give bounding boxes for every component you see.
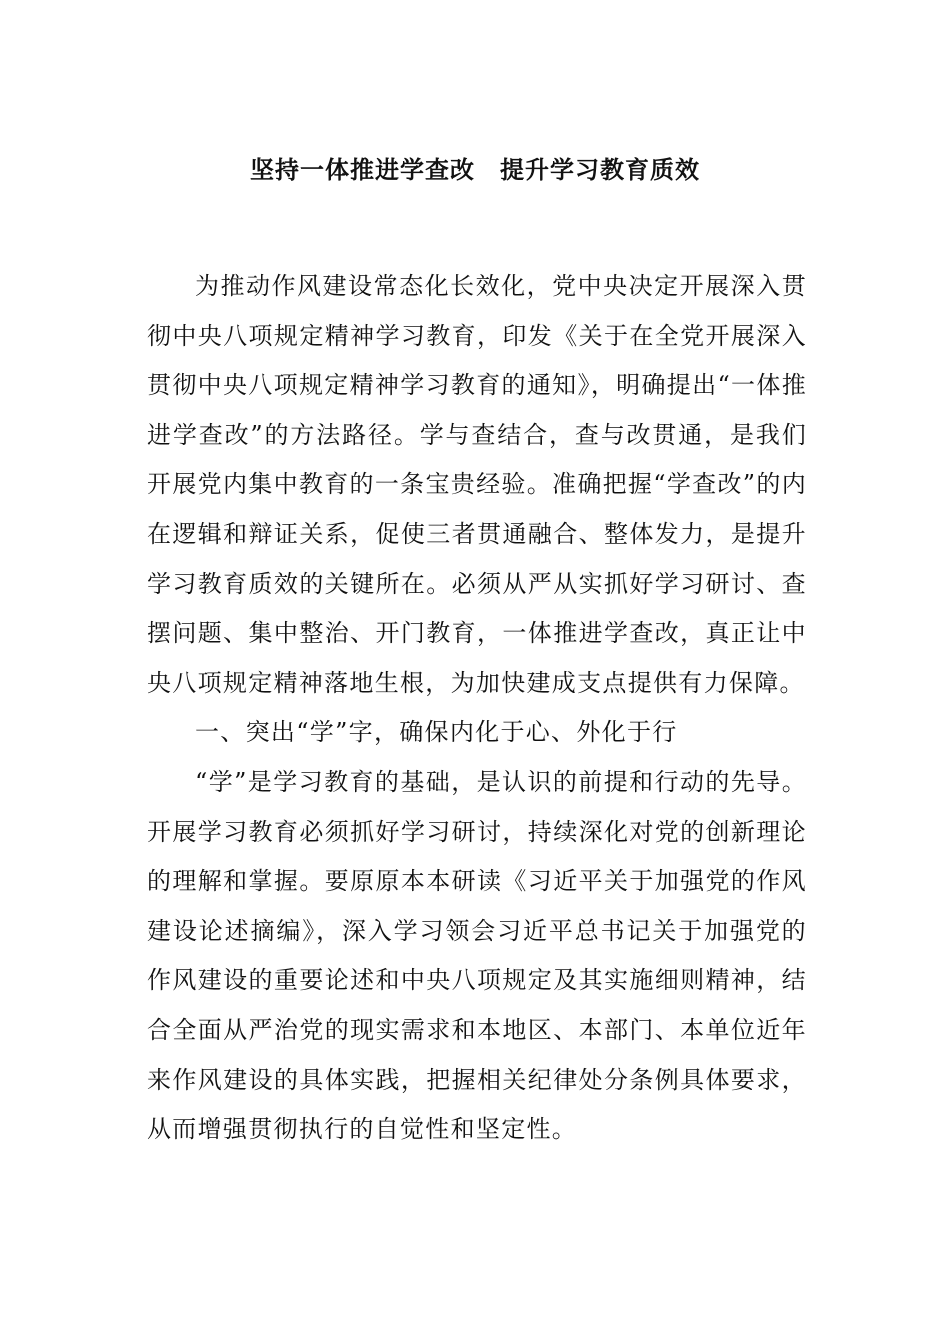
document-title: 坚持一体推进学查改 提升学习教育质效 bbox=[250, 155, 700, 184]
paragraph-intro: 为推动作风建设常态化长效化，党中央决定开展深入贯彻中央八项规定精神学习教育，印发《关于在全党开展深入贯彻中央八项规定精神学习教育的通知》，明确提出“一体推进学查改”的方法路径。学与查结合，查与改贯通，是我们开展党内集中教育的一条宝贵经验。准确把握“学查改”的内在逻辑和辩证关系，促使三者贯通融合、整体发力，是提升学习教育质效的关键所在。必须从严从实抓好学习研讨、查摆问题、集中整治、开门教育，一体推进学查改，真正让中央八项规定精神落地生根，为加快建成支点提供有力保障。 bbox=[147, 272, 807, 697]
section-heading-1: 一、突出“学”字，确保内化于心、外化于行 bbox=[195, 718, 678, 747]
document-body bbox=[147, 262, 807, 1155]
paragraph-section-1: “学”是学习教育的基础，是认识的前提和行动的先导。开展学习教育必须抓好学习研讨，持续深化对党的创新理论的理解和掌握。要原原本本研读《习近平关于加强党的作风建设论述摘编》，深入学习领会习近平总书记关于加强党的作风建设的重要论述和中央八项规定及其实施细则精神，结合全面从严治党的现实需求和本地区、本部门、本单位近年来作风建设的具体实践，把握相关纪律处分条例具体要求，从而增强贯彻执行的自觉性和坚定性。 bbox=[147, 767, 807, 1144]
